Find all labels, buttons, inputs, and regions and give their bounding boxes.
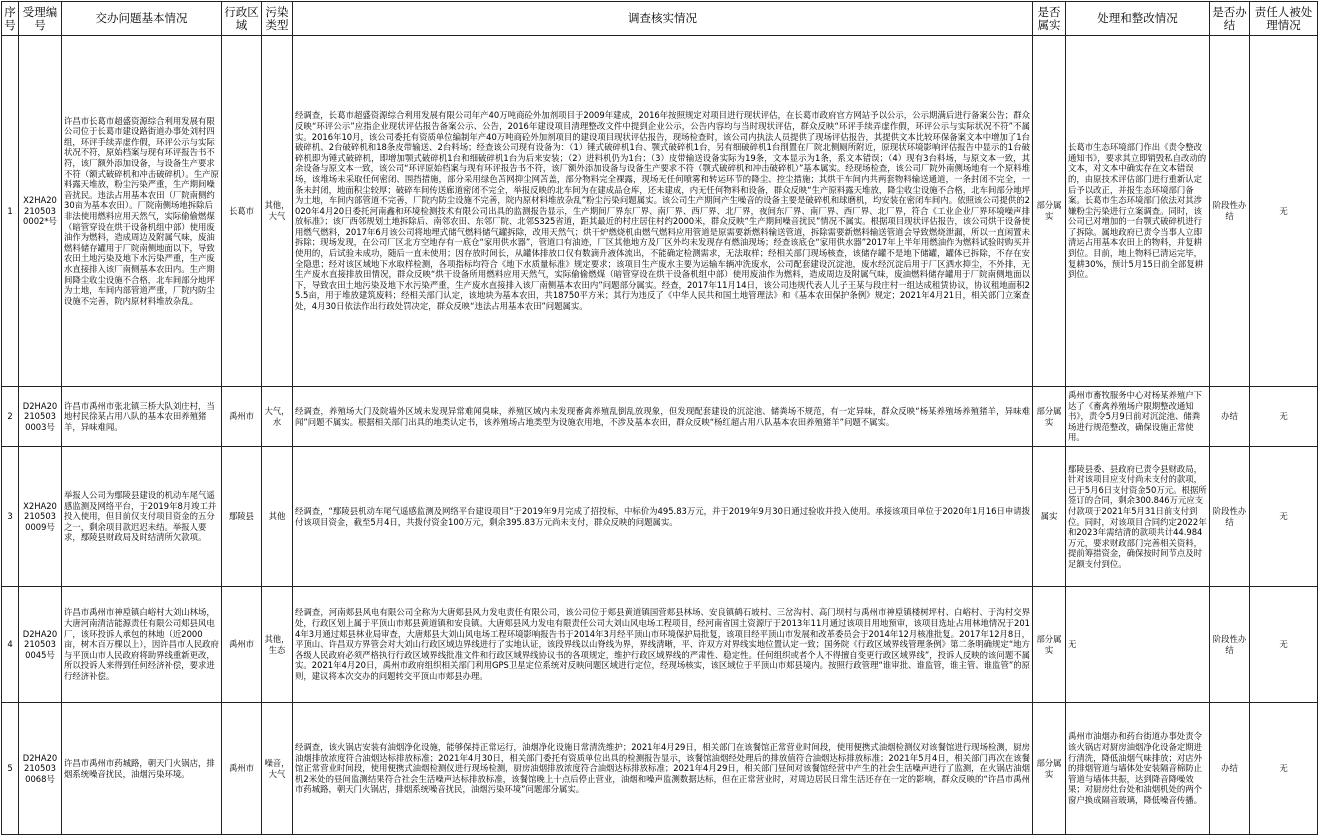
row-finding: 经调查，河南郏县风电有限公司全称为大唐郏县风力发电责任有限公司，该公司位于郏县黄道镇国营郏县林场、安良镇鹤石坡村、三岔沟村、高门坝村与禹州市神垕镇楼树坪村、白峪村、于沟村交界处，行政区划上属于平顶山市郏县黄道镇和安良镇。大唐郏县风力发电有限责任公司大刘山风电场工程项目，经河南省国土资源厅于2013年11月通过该项目用地预审，该项目选址占用林地情况于2014年3月通过郏县林业局审查，大唐郏县大刘山风电场工程环境影响报告书于2014年3月经平顶山市环境保护局批复，该项目经平顶山市发展和改革委员会于2014年12月核准批复。2017年12月8日，平顶山、许昌双方界管会对大刘山行政区域边界线进行了实地认证，该段界线以山脊线为界，界线清晰，平、许双方对界线实地位置认定一致；国务院《行政区域界线管理条例》第二条明确规定“地方各级人民政府必须严格执行行政区域界线批准文件和行政区域界线协议书的各项规定，维护行政区域界线的严肃性、稳定性。任何组织或者个人不得擅自变更行政区域界线”，投诉人反映的该问题不属实。2021年4月20日，禹州市政府组织相关部门利用GPS卫星定位系统对反映问题区域进行定位，经现场核实，该区域位于平顶山市郏县境内。按照行政管理“谁审批、谁监管，谁主管、谁监管”的原则，建议将本次交办的问题转交平顶山市郏县办理。 xyxy=(293,587,1033,703)
header-issue: 交办问题基本情况 xyxy=(62,2,222,36)
row-area: 禹州市 xyxy=(222,703,262,835)
row-punish: 无 xyxy=(1250,387,1318,447)
row-finding: 经调查，“鄢陵县机动车尾气遥感监测及网络平台建设项目”于2019年9月完成了招投标，中标价为495.83万元，并于2019年9月30日通过验收并投入使用。承接该项目单位于2020年1月16日申请拨付该项目资金，截至5月4日，共拨付资金100万元，剩余395.83万元尚未支付，群众反映的问题属实。 xyxy=(293,447,1033,587)
row-result: 禹州市畜牧服务中心对杨某养殖户下达了《畜禽养殖场户限期整改通知书》，责令5月9日前对沉淀池、储粪场进行规范整改，确保设施正常使用。 xyxy=(1066,387,1210,447)
header-row xyxy=(2,2,1318,36)
header-no: 序号 xyxy=(2,2,19,36)
row-closed: 阶段性办结 xyxy=(1210,447,1250,587)
row-verified: 部分属实 xyxy=(1033,387,1066,447)
row-verified: 部分属实 xyxy=(1033,587,1066,703)
row-id: D2HA20210503 0068号 xyxy=(19,703,62,835)
row-result: 禹州市油烟办和药台街道办事处责令该火锅店对厨房油烟净化设备定期进行清洗，降低油烟气味排放；对店外的排烟管道与墙体处安装隔音棉防止管道与墙体共振，达到降音降噪效果；对厨房灶台处和油烟机处的两个窗户换成隔音玻璃，降低噪音传播。 xyxy=(1066,703,1210,835)
row-result: 长葛市生态环境部门作出《责令整改通知书》，要求其立即销毁私自改动的文本，对文本中确实存在文本错误的，由原技术评估部门进行重新认定后予以改正，并报生态环境部门备案。长葛市生态环境部门依法对其涉嫌粉尘污染进行立案调查。同时，该公司已对增加的一台颚式破碎机进行了拆除。属地政府已责令当事人立即清运占用基本农田上的物料，并复耕到位。目前，地上物料已清运完毕，复耕30%，预计5月15日前全部复耕到位。 xyxy=(1066,36,1210,387)
header-result: 处理和整改情况 xyxy=(1066,2,1210,36)
complaint-table xyxy=(1,1,1318,835)
row-type: 其他，大气 xyxy=(262,36,293,387)
table-row xyxy=(2,703,1318,835)
row-closed: 办结 xyxy=(1210,703,1250,835)
row-no: 1 xyxy=(2,36,19,387)
header-verified: 是否属实 xyxy=(1033,2,1066,36)
row-area: 禹州市 xyxy=(222,587,262,703)
row-id: D2HA20210503 0045号 xyxy=(19,587,62,703)
header-punish: 责任人被处理情况 xyxy=(1250,2,1318,36)
row-issue: 许昌市禹州市神垕镇白峪村大刘山林场，大唐河南清洁能源责任有限公司郏县风电厂，该环投诉人承包的林地（近2000亩，树木百万棵以上），因许昌市人民政府与平顶山市人民政府将助界线重新更改，所以投诉人来得到任何经济补偿，要求进行经济补偿。 xyxy=(62,587,222,703)
row-verified: 属实 xyxy=(1033,447,1066,587)
row-closed: 阶段性办结 xyxy=(1210,36,1250,387)
row-issue: 许昌市长葛市超盛资源综合利用发展有限公司位于长葛市建设路街道办事处刘村四组，环评手续弄虚作假，环评公示与实际状况不符，原始档案与现有环评报告书不符，该厂额外添加设备，与设备生产要求不符（额式破碎机和冲击破碎机）。生产原料露天堆放，粉尘污染严重，生产期间噪音扰民。违法占用基本农田（厂院南侧约30亩为基本农田）。厂院南侧场地拆除后非法使用燃料应用天然气，实际偷偷燃煤（暗管穿设在烘干设备机组中部）使用废油作为燃料，造成周边及附属气味，废油燃料储存罐用于厂院南侧地面以下，导致农田土地污染及地下水污染严重，生产废水直接排入该厂南侧基本农田内。生产期间降尘收尘设施不合格，北车间部分地坪为土地，车间内部管道严重，厂院内防尘设施不完善，院内原材料堆放杂乱。 xyxy=(62,36,222,387)
row-no: 4 xyxy=(2,587,19,703)
row-type: 其他，生态 xyxy=(262,587,293,703)
row-finding: 经调查，长葛市超盛资源综合利用发展有限公司年产40万吨商砼外加剂项目于2009年建成，2016年按照规定对项目进行现状评估，在长葛市政府官方网站予以公示，公示期满后进行备案公告；群众反映“环评公示”应指企业现状评估报告备案公示、公告，2016年建设项目清理整改文件中提到企业公示，公告内容均与当时现状评估，群众反映“环评手续弄虚作假，环评公示与实际状况不符”不属实。2016年10月，该公司委托有资质单位编制年产40万吨商砼外加剂项目的建设项目现状评估报告，现场检查时，该公司内执法人员提供了现场评估报告，其提供文本比较环保备案文本中增加了1台破碎机、2台破碎机和18条皮带输送、2台料场；经查该公司现有设备为：（1）锤式破碎机1台、颚式破碎机1台，另有细破碎机1台削置在厂院北侧厕所附近，原现状环境影响评估报告中显示的1台破碎机即为锤式破碎机，即增加颚式破碎机1台和细破碎机1台为后来安装；（2）进料机仍为1台；（3）皮带输送设备实际为19条，文本显示为1条，系文本错误；（4）现有3台料场，与原文本一致，其余设备与原文本一致，该公司“环评原始档案与现有环评报告书不符，该厂额外添加设备与设备生产要求不符（颚式破碎机和冲击破碎机）”基本属实。经现场检查，该公司厂院外南侧场地有一个原料堆场，该堆场未采取任何密闭、围挡措施，部分采用绿色苫网抑尘网苫盖，部分物料完全裸露，现场无任何喷雾和转运环节的降尘、控尘措施；其烘干车间内共两套物料输送通道，一条封闭不完全，一条未封闭，地面积尘较厚；破碎车间传送廊道密闭不完全，举报反映的北车间为在建成品仓库，还未建成，内无任何物料和设备，群众反映“生产原料露天堆放，降尘收尘设施不合格，北车间部分地坪为土地，车间内部管道不完善，厂院内防尘设施不完善，院内原材料堆放杂乱”粉尘污染问题属实。该公司生产期间产生噪音的设备主要是破碎机和球磨机，均安装在密闭车间内。依照该公司提供的2020年4月20日委托河南鑫和环境检测技术有限公司出具的监测报告显示，生产期间厂界东厂界、南厂界、西厂界、北厂界，夜间东厂界、南厂界、西厂界、北厂界，符合《工业企业厂界环境噪声排放标准》；该厂西邻规划土地拆除后、南邻农田、东邻厂院、北邻S325省道，距其最近的村庄居住村约2000米，群众反映“生产期间噪音扰民”情况不属实。根据项目现状评估报告，该公司烘干设备使用燃气燃料，2017年6月该公司将地埋式储气燃料储气罐拆除，改用天然气；烘干炉燃烧机由燃气燃料应用管道是原需要新燃料输送管道，拆除需要新燃料输送管道会导致燃烧泄漏，所以一直闲置未拆除；现场发现，在公司厂区北方空地存有一底仓“家用供水器”，管道口有油迹，厂区其他地方及厂区外均未发现存有燃油现场；经查该底仓“家用供水器”2017年上半年用燃油作为燃料试验时购买并使用的，后试验未成功，随后一直未使用；因存放时间长，从罐体排放口仅有数滴升液体流出，不能确定检测需求，无法取样；经相关部门现场核查，该储存罐不是地下储罐，罐体已拆除，不存在安全隐患；经对该区域地下水取样检测，各项指标均符合《地下水质量标准》规定要求；该项目生产废水主要为运输车辆冲洗废水，公司配套建设沉淀池，废水经沉淀后用于厂区洒水抑尘，不外排，无生产废水直接排放田情况，群众反映“烘干设备所用燃料应用天然气，实际偷偷燃煤（暗管穿设在烘干设备机组中部）使用废油作为燃料，造成周边及附属气味，废油燃料储存罐用于厂院南侧地面以下，导致农田土地污染及地下水污染严重，生产废水直接排入该厂南侧基本农田内”问题部分属实。经查，2017年11月14日，该公司违规代表人儿子王某与段庄村一组达成租赁协议，协议租地面积25.5亩，用于堆放建筑废料；经相关部门认定，该地块为基本农田，共18750平方米；其行为违反了《中华人民共和国土地管理法》和《基本农田保护条例》规定；2021年4月21日，相关部门立案查处，4月30日依法作出行政处罚决定，群众反映“违法占用基本农田”问题属实。 xyxy=(293,36,1033,387)
row-id: X2HA20210503 0002*号 xyxy=(19,36,62,387)
header-finding: 调查核实情况 xyxy=(293,2,1033,36)
row-issue: 举报人公司为鄢陵县建设的机动车尾气遥感监测及网络平台，于2019年8月竣工并投入使用，但目前仅支付项目资金的五分之一，剩余项目款迟迟未结。举报人要求，鄢陵县财政局及时结清所欠款项。 xyxy=(62,447,222,587)
row-result: 无 xyxy=(1066,587,1210,703)
row-issue: 许昌市禹州市张北镇三桥大队刘庄村，当地村民徐某占用八队的基本农田养殖猪羊，异味难闻。 xyxy=(62,387,222,447)
row-issue: 许昌市禹州市药城路，朝天门火锅店，排烟系统噪音扰民，油烟污染环境。 xyxy=(62,703,222,835)
header-closed: 是否办结 xyxy=(1210,2,1250,36)
row-type: 其他 xyxy=(262,447,293,587)
row-no: 3 xyxy=(2,447,19,587)
row-result: 鄢陵县委、县政府已责令县财政局，针对该项目应支付尚未支付的款项，已于5月6日支付资金50万元。根据所签订的合同，剩余300.846万元应支付款项于2021年5月31日前支付到位。同时，对该项目合同约定2022年和2023年需结清的款项共计44.984万元，要求财政部门完善相关资料，提前筹措资金，确保按时间节点及时足额支付到位。 xyxy=(1066,447,1210,587)
row-punish: 无 xyxy=(1250,703,1318,835)
table-row xyxy=(2,36,1318,387)
table-row xyxy=(2,387,1318,447)
row-type: 噪音，大气 xyxy=(262,703,293,835)
header-type: 污染类型 xyxy=(262,2,293,36)
row-no: 2 xyxy=(2,387,19,447)
row-no: 5 xyxy=(2,703,19,835)
row-finding: 经调查，养殖场大门及院墙外区域未发现异常难闻臭味，养殖区域内未发现畜禽养殖乱倒乱放现象，但发现配套建设的沉淀池、储粪场不规范，有一定异味，群众反映“杨某养殖场养殖猪羊，异味难闻”问题不属实。根据相关部门出具的地类认定书，该养殖场占地类型为设施农用地，不涉及基本农田，群众反映“杨红超占用八队基本农田养殖猪羊”问题不属实。 xyxy=(293,387,1033,447)
table-row xyxy=(2,587,1318,703)
row-closed: 阶段性办结 xyxy=(1210,587,1250,703)
row-id: X2HA20210503 0009号 xyxy=(19,447,62,587)
header-id: 受理编号 xyxy=(19,2,62,36)
row-punish: 无 xyxy=(1250,36,1318,387)
row-finding: 经调查，该火锅店安装有油烟净化设施，能够保持正常运行，油烟净化设施日常清洗维护；2021年4月29日，相关部门在该餐馆正常营业时间段，使用便携式油烟检测仪对该餐馆进行现场检测，厨房油烟排放浓度符合油烟达标排放标准；2021年4月30日，相关部门委托有资质单位出具的检测报告显示，该餐馆油烟经处理后的排放值符合油烟达标排放标准；2021年5月4日，相关部门再次在该餐馆正常营业时间段，使用便携式油烟检测仪进行现场检测，厨房油烟排放浓度符合油烟达标排放标准；2021年4月29日，相关部门昼间对该餐馆经营中产生的社会生活噪声进行了监测，在火锅店油烟机2米处的昼间监测结果符合社会生活噪声达标排放标准，该餐馆晚上十点后停止营业，油烟和噪声监测数据达标，但在正常营业时，对周边居民日常生活还存在一定的影响，群众反映的“许昌市禹州市药城路，朝天门火锅店，排烟系统噪音扰民，油烟污染环境”问题部分属实。 xyxy=(293,703,1033,835)
row-area: 鄢陵县 xyxy=(222,447,262,587)
row-verified: 部分属实 xyxy=(1033,36,1066,387)
row-verified: 部分属实 xyxy=(1033,703,1066,835)
header-area: 行政区域 xyxy=(222,2,262,36)
row-id: D2HA20210503 0003号 xyxy=(19,387,62,447)
row-area: 禹州市 xyxy=(222,387,262,447)
row-punish: 无 xyxy=(1250,447,1318,587)
row-area: 长葛市 xyxy=(222,36,262,387)
row-type: 大气，水 xyxy=(262,387,293,447)
table-row xyxy=(2,447,1318,587)
row-punish: 无 xyxy=(1250,587,1318,703)
row-closed: 办结 xyxy=(1210,387,1250,447)
